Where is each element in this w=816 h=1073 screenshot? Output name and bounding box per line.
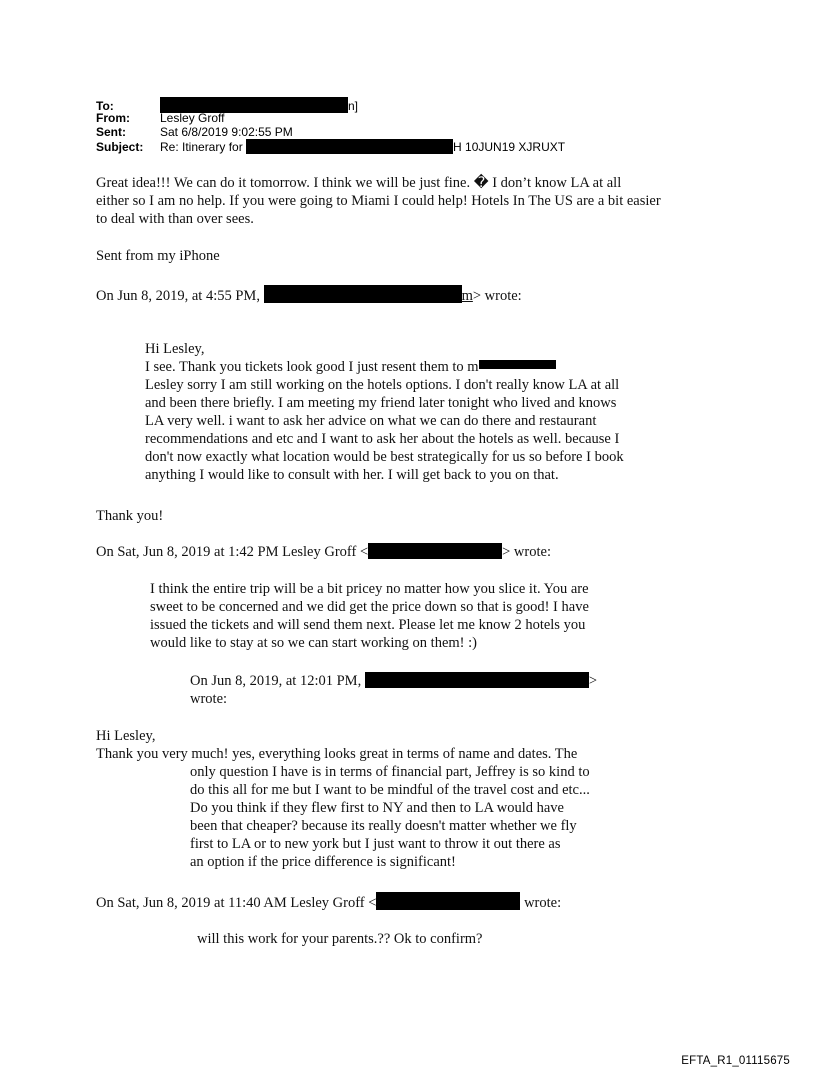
quote1-line: LA very well. i want to ask her advice on what we can do there and restaurant (145, 413, 597, 429)
quote1-email-link[interactable]: m (461, 288, 473, 304)
reply-line: Great idea!!! We can do it tomorrow. I think we will be just fine. � I don’t know LA at all (96, 175, 622, 191)
to-label: To: (96, 99, 114, 113)
quote3-attribution (190, 672, 597, 690)
quote3-wrote: wrote: (190, 691, 228, 707)
quote2-line: issued the tickets and will send them next. Please let me know 2 hotels you (150, 617, 586, 633)
quote3-line: only question I have is in terms of financial part, Jeffrey is so kind to (190, 764, 590, 780)
quote3-line: an option if the price difference is significant! (190, 854, 456, 870)
quote3-line: been that cheaper? because its really doesn't matter whether we fly (190, 818, 577, 834)
quote1-body (145, 376, 624, 484)
redaction-block (246, 139, 453, 154)
redaction-block (264, 285, 462, 303)
quote2-line: would like to stay at so we can start working on them! :) (150, 635, 477, 651)
sent-from-signature: Sent from my iPhone (96, 248, 220, 264)
subject-prefix: Re: Itinerary for (160, 140, 243, 154)
quote4-line: will this work for your parents.?? Ok to confirm? (197, 931, 483, 947)
quote3-first-line: Thank you very much! yes, everything looks great in terms of name and dates. The (96, 746, 578, 762)
redaction-block (376, 892, 520, 910)
quote1-line: and been there briefly. I am meeting my friend later tonight who lived and knows (145, 395, 617, 411)
quote1-attribution-suffix: > wrote: (472, 288, 522, 304)
reply-body (96, 174, 661, 228)
quote1-attribution-prefix: On Jun 8, 2019, at 4:55 PM, (96, 288, 260, 304)
redaction-block (479, 360, 556, 369)
quote3-attribution-suffix: > (588, 673, 598, 689)
quote2-attribution (96, 543, 551, 561)
redaction-block (368, 543, 502, 559)
quote1-attribution (96, 285, 522, 305)
from-value: Lesley Groff (160, 111, 225, 125)
quote2-attribution-prefix: On Sat, Jun 8, 2019 at 1:42 PM Lesley Groff < (96, 544, 369, 560)
quote3-line: do this all for me but I want to be mindful of the travel cost and etc... (190, 782, 590, 798)
quote2-line: I think the entire trip will be a bit pricey no matter how you slice it. You are (150, 581, 589, 597)
header-from-row (96, 111, 224, 125)
reply-line: either so I am no help. If you were going to Miami I could help! Hotels In The US are a bit easier (96, 193, 661, 209)
from-label: From: (96, 111, 130, 125)
bates-number: EFTA_R1_01115675 (681, 1055, 790, 1067)
quote4-attribution-prefix: On Sat, Jun 8, 2019 at 11:40 AM Lesley Groff < (96, 895, 377, 911)
quote3-body (190, 763, 590, 871)
quote1-line: don't now exactly what location would be best strategically for us so before I book (145, 449, 624, 465)
quote2-line: sweet to be concerned and we did get the price down so that is good! I have (150, 599, 589, 615)
quote4-attribution-suffix: wrote: (524, 895, 562, 911)
sent-label: Sent: (96, 125, 126, 139)
quote1-greeting: Hi Lesley, (145, 341, 205, 357)
subject-suffix: H 10JUN19 XJRUXT (453, 140, 566, 154)
header-sent-row (96, 125, 293, 139)
quote2-body (150, 580, 589, 652)
quote1-line: anything I would like to consult with her. I will get back to you on that. (145, 467, 559, 483)
redaction-block (365, 672, 589, 688)
reply-line: to deal with than over sees. (96, 211, 254, 227)
quote1-line (145, 358, 556, 376)
quote3-greeting: Hi Lesley, (96, 728, 156, 744)
quote1-line: Lesley sorry I am still working on the hotels options. I don't really know LA at all (145, 377, 620, 393)
quote1-thanks: Thank you! (96, 508, 164, 524)
quote3-line: Do you think if they flew first to NY and then to LA would have (190, 800, 564, 816)
quote1-line-text: I see. Thank you tickets look good I just resent them to m (145, 359, 479, 375)
subject-label: Subject: (96, 140, 144, 154)
quote1-line: recommendations and etc and I want to ask her about the hotels as well. because I (145, 431, 620, 447)
to-value-tail: n] (348, 99, 359, 113)
quote4-attribution (96, 892, 561, 912)
quote3-line: first to LA or to new york but I just want to throw it out there as (190, 836, 561, 852)
header-subject-row (96, 139, 565, 154)
quote2-attribution-suffix: > wrote: (502, 544, 551, 560)
sent-value: Sat 6/8/2019 9:02:55 PM (160, 125, 293, 139)
quote3-attribution-prefix: On Jun 8, 2019, at 12:01 PM, (190, 673, 362, 689)
